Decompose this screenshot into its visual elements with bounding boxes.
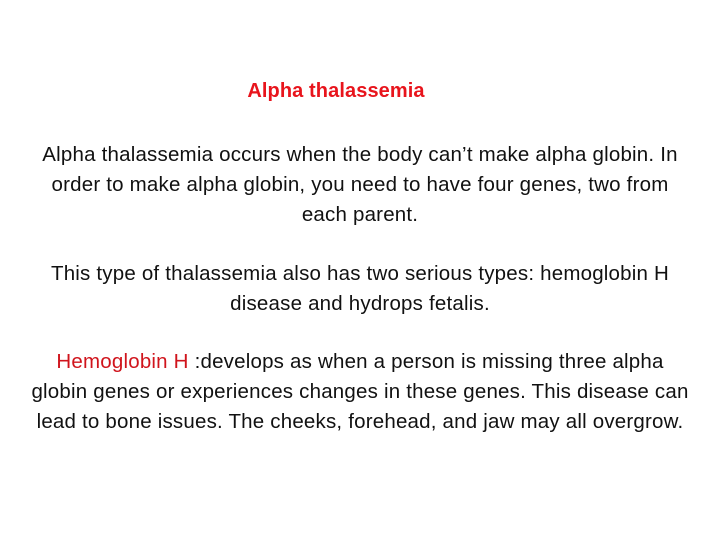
hemoglobin-h-paragraph — [30, 347, 690, 437]
slide-title: Alpha thalassemia — [247, 80, 425, 102]
hemoglobin-h-term: Hemoglobin H — [56, 350, 189, 373]
types-paragraph: This type of thalassemia also has two serious types: hemoglobin H disease and hydrops fetalis. — [50, 262, 670, 315]
intro-paragraph: Alpha thalassemia occurs when the body can’t make alpha globin. In order to make alpha globin, you need to have four genes, two from each parent. — [42, 143, 678, 226]
hemoglobin-h-description: :develops as when a person is missing three alpha globin genes or experiences changes in these genes. This disease can lead to bone issues. The cheeks, forehead, and jaw may all overgrow. — [31, 350, 689, 433]
